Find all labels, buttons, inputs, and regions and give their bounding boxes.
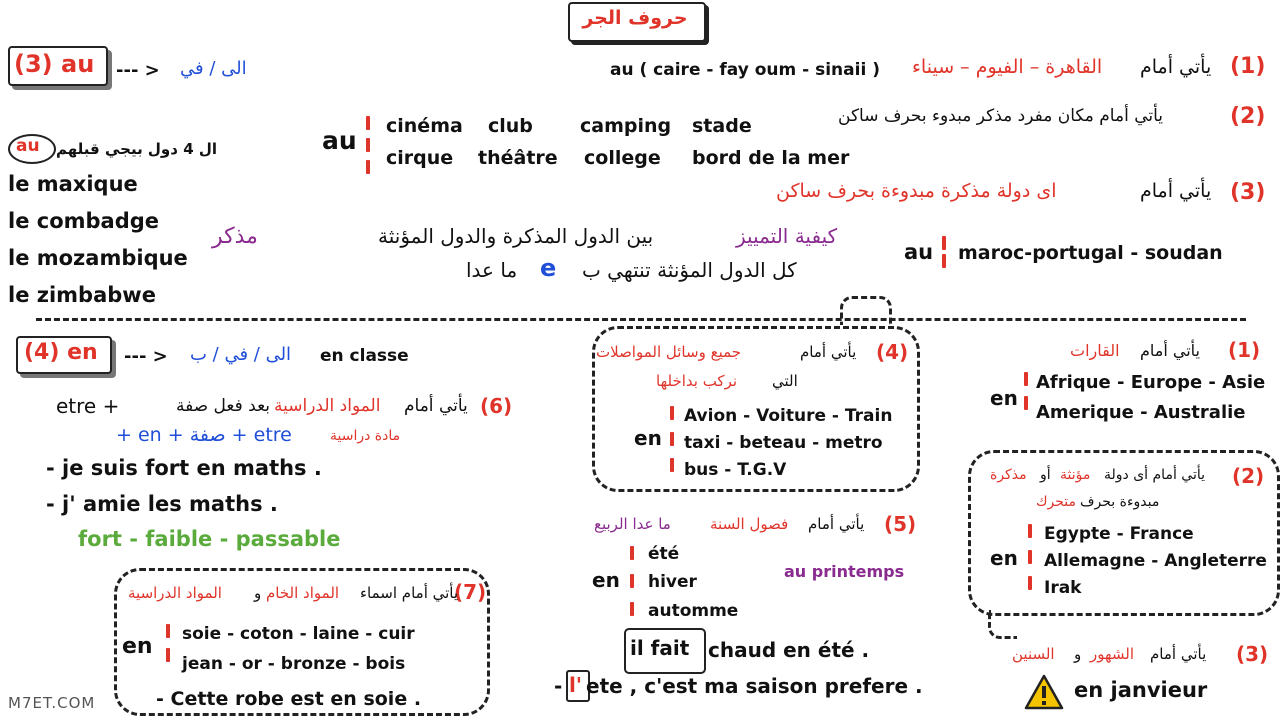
- au-arrow: --- >: [116, 60, 160, 81]
- au-places-label: au: [322, 126, 357, 155]
- au-rule1-num: (1): [1230, 54, 1266, 79]
- place-cinema: cinéma: [386, 115, 463, 137]
- en-r7-text: يأتي أمام اسماء: [360, 584, 459, 602]
- en-r3-hl1: الشهور: [1090, 645, 1135, 663]
- en-r1-bars: [1024, 372, 1028, 410]
- en-r5-ex2-rest: ete , c'est ma saison prefere .: [586, 674, 923, 698]
- en-example: en classe: [320, 346, 409, 366]
- en-r4-tail: [840, 296, 892, 325]
- distinguish-highlight: كيفية التمييز: [736, 224, 838, 248]
- en-r3-num: (3): [1236, 642, 1269, 666]
- place-college: college: [584, 147, 661, 169]
- country-combadge: le combadge: [8, 209, 160, 233]
- en-r5-ex1-boxed: il fait: [630, 636, 690, 660]
- en-r5-highlight: فصول السنة: [710, 515, 789, 533]
- country-mozambique: le mozambique: [8, 246, 188, 270]
- watermark: M7ET.COM: [8, 694, 96, 712]
- country-zimbabwe: le zimbabwe: [8, 283, 156, 307]
- en-r1-highlight: القارات: [1070, 341, 1120, 360]
- en-r7-row1: soie - coton - laine - cuir: [182, 624, 415, 644]
- en-r2-hl3: متحرك: [1036, 494, 1077, 510]
- en-r5-ex1-rest: chaud en été .: [708, 638, 870, 662]
- feminine-rule-a: كل الدول المؤنثة تنتهي ب: [582, 258, 797, 282]
- en-r5-text: يأتي أمام: [808, 515, 865, 533]
- en-r2-label: en: [990, 546, 1018, 570]
- page-title: حروف الجر: [582, 7, 688, 29]
- en-r5-hiver: hiver: [648, 572, 697, 592]
- en-arrow: --- >: [124, 346, 168, 367]
- en-r2-line2a: مبدوءة بحرف: [1080, 494, 1160, 510]
- au-rule1-places: القاهرة – الفيوم – سيناء: [912, 56, 1103, 78]
- en-r1-row1: Afrique - Europe - Asie: [1036, 372, 1266, 393]
- en-r7-example: - Cette robe est en soie .: [156, 688, 422, 710]
- au-rule2-num: (2): [1230, 104, 1266, 129]
- place-bord-de-la-mer: bord de la mer: [692, 147, 850, 169]
- en-adjectives: fort - faible - passable: [78, 527, 341, 551]
- en-r1-label: en: [990, 386, 1018, 410]
- en-r4-line2b: نركب بداخلها: [656, 372, 738, 390]
- au-meaning: الى / في: [180, 58, 247, 79]
- en-r7-bars: [166, 624, 170, 662]
- en-r6-highlight: المواد الدراسية: [274, 396, 381, 416]
- en-r7-and: و: [254, 584, 262, 602]
- en-r4-bars: [670, 406, 674, 472]
- en-r5-ex2-prefix: -: [554, 674, 563, 698]
- country-maxique: le maxique: [8, 172, 138, 196]
- place-theatre: théâtre: [478, 147, 558, 169]
- note-au: au: [16, 136, 40, 156]
- en-formula-ar: مادة دراسية: [330, 428, 401, 444]
- en-badge-label: (4) en: [24, 340, 98, 365]
- en-r4-row1: Avion - Voiture - Train: [684, 406, 893, 426]
- en-r4-text: يأتي أمام: [800, 343, 857, 361]
- en-r5-automme: automme: [648, 601, 739, 621]
- distinguish-text: بين الدول المذكرة والدول المؤنثة: [378, 224, 654, 248]
- en-r4-row3: bus - T.G.V: [684, 460, 787, 480]
- en-r2-text: يأتي أمام أى دولة: [1104, 467, 1206, 483]
- en-r1-num: (1): [1228, 338, 1261, 362]
- au-countries: maroc-portugal - soudan: [958, 242, 1223, 264]
- en-meaning: الى / في / ب: [190, 344, 292, 365]
- en-r1-text: يأتي أمام: [1140, 341, 1200, 360]
- en-r2-row2: Allemagne - Angleterre: [1044, 551, 1267, 571]
- place-cirque: cirque: [386, 147, 454, 169]
- en-r2-row3: Irak: [1044, 578, 1082, 598]
- en-r7-hl1: المواد الخام: [266, 584, 340, 602]
- en-r2-hl2: مذكرة: [990, 467, 1027, 483]
- au-rule3-highlight: اى دولة مذكرة مبدوءة بحرف ساكن: [776, 180, 1057, 202]
- place-stade: stade: [692, 115, 752, 137]
- en-r6-tail: بعد فعل صفة: [176, 396, 271, 416]
- en-r2-num: (2): [1232, 464, 1265, 488]
- en-r1-row2: Amerique - Australie: [1036, 402, 1246, 423]
- en-formula: + en + صفة + etre: [116, 424, 292, 446]
- en-r5-except: ما عدا الربيع: [594, 515, 671, 533]
- en-etre-line: etre +: [56, 394, 120, 418]
- en-r4-num: (4): [876, 340, 909, 364]
- en-r4-label: en: [634, 426, 662, 450]
- en-ex1: - je suis fort en maths .: [46, 456, 322, 480]
- en-r5-ete: été: [648, 544, 680, 564]
- en-r5-side: au printemps: [784, 562, 905, 581]
- en-r6-num: (6): [480, 394, 513, 418]
- au-countries-bars: [942, 236, 946, 268]
- au-rule1-fr: au ( caire - fay oum - sinaii ): [610, 60, 880, 80]
- note-4-countries: ال 4 دول بيجي قبلهم: [56, 140, 218, 158]
- en-r2-tail: [988, 610, 1017, 639]
- en-r5-bars: [630, 546, 634, 616]
- en-r6-text: يأتي أمام: [404, 396, 468, 416]
- en-r3-hl2: السنين: [1012, 645, 1055, 663]
- en-r7-row2: jean - or - bronze - bois: [182, 654, 406, 674]
- place-camping: camping: [580, 115, 672, 137]
- en-r7-label: en: [122, 634, 153, 659]
- en-r5-label: en: [592, 568, 620, 592]
- en-r3-text: يأتي أمام: [1150, 645, 1207, 663]
- en-r7-num: (7): [454, 580, 487, 604]
- section-divider: [36, 318, 1246, 321]
- en-r3-example: en janvieur: [1074, 678, 1208, 702]
- en-r2-or: أو: [1040, 467, 1051, 483]
- en-r5-ex2-boxed: l': [569, 673, 582, 697]
- en-r7-hl2: المواد الدراسية: [128, 584, 222, 602]
- place-club: club: [488, 115, 533, 137]
- masculine-label: مذكر: [212, 224, 258, 249]
- au-places-bars: [366, 116, 370, 174]
- en-r3-and: و: [1074, 645, 1082, 663]
- en-r4-row2: taxi - beteau - metro: [684, 433, 883, 453]
- en-r2-row1: Egypte - France: [1044, 524, 1194, 544]
- en-r4-line2a: التي: [772, 372, 798, 390]
- feminine-letter: e: [540, 254, 557, 282]
- en-r4-highlight: جميع وسائل المواصلات: [596, 343, 742, 361]
- feminine-rule-b: ما عدا: [466, 258, 518, 282]
- en-ex2: - j' amie les maths .: [46, 492, 278, 516]
- au-countries-label: au: [904, 240, 934, 264]
- au-badge-label: (3) au: [14, 50, 95, 78]
- au-rule2-text: يأتي أمام مكان مفرد مذكر مبدوء بحرف ساكن: [838, 106, 1164, 126]
- en-r2-hl1: مؤنثة: [1060, 467, 1091, 483]
- en-r5-num: (5): [884, 512, 917, 536]
- au-rule1-text: يأتي أمام: [1140, 56, 1212, 78]
- au-rule3-text: يأتي أمام: [1140, 180, 1212, 202]
- au-rule3-num: (3): [1230, 180, 1266, 205]
- warning-icon: [1024, 674, 1064, 710]
- en-r2-bars: [1028, 524, 1032, 590]
